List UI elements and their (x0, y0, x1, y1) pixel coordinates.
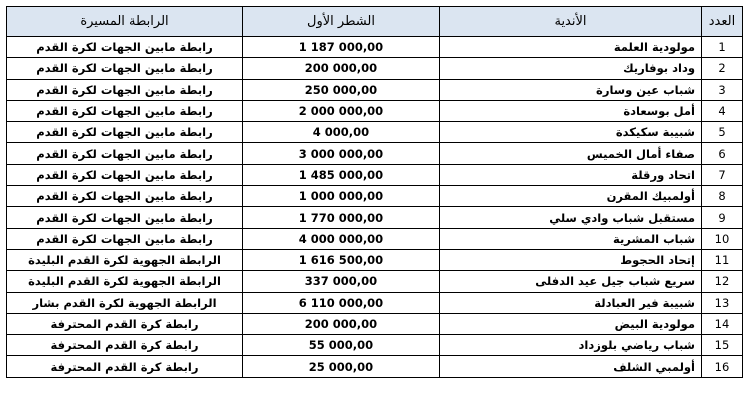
row-number: 4 (702, 100, 743, 121)
first-tranche-amount: 25 000,00 (243, 356, 440, 377)
table-row (7, 122, 743, 143)
club-name: شبيبة فير العبادلة (440, 292, 702, 313)
club-name: سريع شباب جيل عيد الدفلى (440, 271, 702, 292)
club-name: أولمبي الشلف (440, 356, 702, 377)
table-row (7, 100, 743, 121)
table-row (7, 335, 743, 356)
row-number: 2 (702, 58, 743, 79)
row-number: 6 (702, 143, 743, 164)
row-number: 10 (702, 228, 743, 249)
league-name: رابطة كرة القدم المحترفة (7, 356, 243, 377)
clubs-funding-table (6, 6, 743, 378)
first-tranche-amount: 4 000 000,00 (243, 228, 440, 249)
first-tranche-amount: 3 000 000,00 (243, 143, 440, 164)
row-number: 8 (702, 186, 743, 207)
table-row (7, 207, 743, 228)
first-tranche-amount: 250 000,00 (243, 79, 440, 100)
row-number: 14 (702, 313, 743, 334)
club-name: أولمبيك المقرن (440, 186, 702, 207)
header-row (7, 7, 743, 37)
league-name: رابطة مابين الجهات لكرة القدم (7, 122, 243, 143)
header-number: العدد (702, 7, 743, 37)
league-name: رابطة مابين الجهات لكرة القدم (7, 143, 243, 164)
table-row (7, 249, 743, 270)
table-row (7, 37, 743, 58)
league-name: رابطة كرة القدم المحترفة (7, 313, 243, 334)
row-number: 7 (702, 164, 743, 185)
club-name: شبيبة سكيكدة (440, 122, 702, 143)
header-clubs: الأندية (440, 7, 702, 37)
first-tranche-amount: 1 000 000,00 (243, 186, 440, 207)
header-league: الرابطة المسيرة (7, 7, 243, 37)
first-tranche-amount: 1 616 500,00 (243, 249, 440, 270)
league-name: رابطة مابين الجهات لكرة القدم (7, 79, 243, 100)
club-name: أمل بوسعادة (440, 100, 702, 121)
row-number: 11 (702, 249, 743, 270)
league-name: رابطة كرة القدم المحترفة (7, 335, 243, 356)
league-name: رابطة مابين الجهات لكرة القدم (7, 100, 243, 121)
first-tranche-amount: 200 000,00 (243, 58, 440, 79)
table-row (7, 79, 743, 100)
league-name: رابطة مابين الجهات لكرة القدم (7, 228, 243, 249)
row-number: 16 (702, 356, 743, 377)
league-name: رابطة مابين الجهات لكرة القدم (7, 207, 243, 228)
row-number: 1 (702, 37, 743, 58)
table-row (7, 228, 743, 249)
table-row (7, 143, 743, 164)
first-tranche-amount: 55 000,00 (243, 335, 440, 356)
table-row (7, 58, 743, 79)
club-name: شباب عين وسارة (440, 79, 702, 100)
club-name: مولودية البيض (440, 313, 702, 334)
table-body (7, 37, 743, 378)
league-name: الرابطة الجهوية لكرة القدم بشار (7, 292, 243, 313)
row-number: 15 (702, 335, 743, 356)
table-row (7, 292, 743, 313)
league-name: رابطة مابين الجهات لكرة القدم (7, 58, 243, 79)
first-tranche-amount: 2 000 000,00 (243, 100, 440, 121)
club-name: وداد بوفاريك (440, 58, 702, 79)
table-row (7, 186, 743, 207)
league-name: رابطة مابين الجهات لكرة القدم (7, 186, 243, 207)
header-first-tranche: الشطر الأول (243, 7, 440, 37)
first-tranche-amount: 337 000,00 (243, 271, 440, 292)
clubs-table-container (6, 6, 742, 378)
club-name: صفاء أمال الخميس (440, 143, 702, 164)
table-row (7, 313, 743, 334)
table-row (7, 271, 743, 292)
first-tranche-amount: 1 485 000,00 (243, 164, 440, 185)
first-tranche-amount: 1 770 000,00 (243, 207, 440, 228)
first-tranche-amount: 200 000,00 (243, 313, 440, 334)
row-number: 13 (702, 292, 743, 313)
league-name: رابطة مابين الجهات لكرة القدم (7, 164, 243, 185)
table-row (7, 356, 743, 377)
first-tranche-amount: 4 000,00 (243, 122, 440, 143)
club-name: شباب المشرية (440, 228, 702, 249)
club-name: شباب رياضي بلوزداد (440, 335, 702, 356)
league-name: رابطة مابين الجهات لكرة القدم (7, 37, 243, 58)
table-row (7, 164, 743, 185)
league-name: الرابطة الجهوية لكرة القدم البليدة (7, 271, 243, 292)
row-number: 3 (702, 79, 743, 100)
row-number: 5 (702, 122, 743, 143)
club-name: مستقبل شباب وادي سلي (440, 207, 702, 228)
club-name: إتحاد الحجوط (440, 249, 702, 270)
club-name: مولودية العلمة (440, 37, 702, 58)
row-number: 9 (702, 207, 743, 228)
row-number: 12 (702, 271, 743, 292)
first-tranche-amount: 1 187 000,00 (243, 37, 440, 58)
league-name: الرابطة الجهوية لكرة القدم البليدة (7, 249, 243, 270)
first-tranche-amount: 6 110 000,00 (243, 292, 440, 313)
club-name: اتحاد ورقلة (440, 164, 702, 185)
